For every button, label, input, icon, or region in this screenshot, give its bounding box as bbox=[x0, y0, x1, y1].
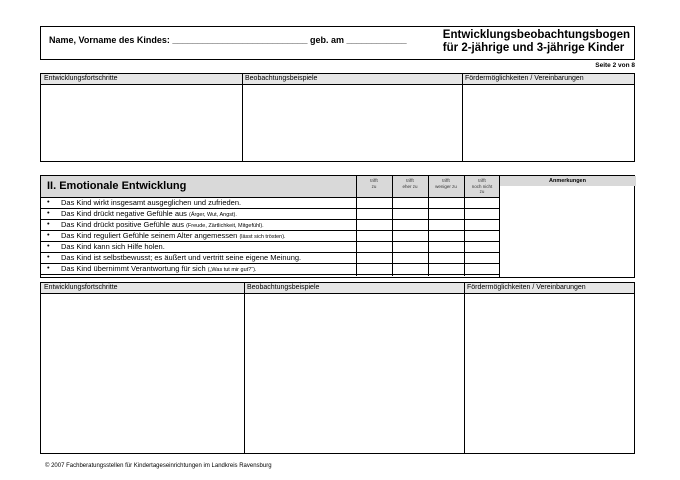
rating-column-applies[interactable] bbox=[356, 176, 357, 276]
section-title: II. Emotionale Entwicklung bbox=[47, 180, 187, 192]
rating-column-less-applies[interactable] bbox=[428, 176, 429, 276]
bullet: • bbox=[47, 219, 50, 228]
observation-table-top bbox=[40, 73, 635, 162]
rating-header-mostly-applies: trifft eher zu bbox=[402, 178, 418, 189]
rating-column-not-yet-applies[interactable] bbox=[464, 176, 465, 276]
item-text: Das Kind reguliert Gefühle seinem Alter angemessen (lässt sich trösten). bbox=[61, 231, 286, 240]
bullet: • bbox=[47, 197, 50, 206]
item-text: Das Kind wirkt insgesamt ausgeglichen und zufrieden. bbox=[61, 198, 242, 207]
notes-header-label: Anmerkungen bbox=[549, 178, 586, 184]
form-title-line-1: Entwicklungsbeobachtungsbogen bbox=[442, 29, 630, 41]
list-item bbox=[41, 263, 499, 275]
item-text: Das Kind kann sich Hilfe holen. bbox=[61, 242, 165, 251]
column-header-progress: Entwicklungsfortschritte bbox=[44, 75, 118, 82]
item-text: Das Kind drückt negative Gefühle aus (Ärger, Wut, Angst). bbox=[61, 209, 237, 218]
bullet: • bbox=[47, 263, 50, 272]
page-number: Seite 2 von 8 bbox=[595, 62, 635, 69]
bullet: • bbox=[47, 252, 50, 261]
column-header-examples: Beobachtungsbeispiele bbox=[247, 284, 320, 291]
rating-column-mostly-applies[interactable] bbox=[392, 176, 393, 276]
item-text: Das Kind ist selbstbewusst; es äußert und vertritt seine eigene Meinung. bbox=[61, 253, 302, 262]
column-header-support: Fördermöglichkeiten / Vereinbarungen bbox=[467, 284, 586, 291]
emotional-development-section bbox=[40, 175, 635, 278]
column-divider bbox=[464, 283, 465, 453]
column-header-support: Fördermöglichkeiten / Vereinbarungen bbox=[465, 75, 584, 82]
column-divider bbox=[244, 283, 245, 453]
observation-table-bottom bbox=[40, 282, 635, 454]
rating-header-not-yet-applies: trifft noch nicht zu bbox=[471, 178, 493, 194]
notes-column[interactable] bbox=[499, 176, 637, 277]
child-name-birthdate-field[interactable]: Name, Vorname des Kindes: ___________________________ geb. am ____________ bbox=[49, 35, 407, 45]
form-title bbox=[443, 29, 630, 55]
form-title-line-2: für 2-jährige und 3-jährige Kinder bbox=[442, 42, 625, 54]
footer-copyright: © 2007 Fachberatungsstellen für Kindertageseinrichtungen im Landkreis Ravensburg bbox=[45, 463, 272, 469]
item-text: Das Kind drückt positive Gefühle aus (Freude, Zärtlichkeit, Mitgefühl). bbox=[61, 220, 264, 229]
column-header-examples: Beobachtungsbeispiele bbox=[245, 75, 318, 82]
bullet: • bbox=[47, 208, 50, 217]
rating-header-applies: trifft zu bbox=[370, 178, 378, 189]
column-header-progress: Entwicklungsfortschritte bbox=[44, 284, 118, 291]
column-divider bbox=[242, 74, 243, 161]
column-divider bbox=[462, 74, 463, 161]
form-header bbox=[40, 26, 635, 60]
bullet: • bbox=[47, 230, 50, 239]
item-text: Das Kind übernimmt Verantwortung für sich („Was tut mir gut?“). bbox=[61, 264, 257, 273]
bullet: • bbox=[47, 241, 50, 250]
rating-header-less-applies: trifft weniger zu bbox=[435, 178, 457, 189]
